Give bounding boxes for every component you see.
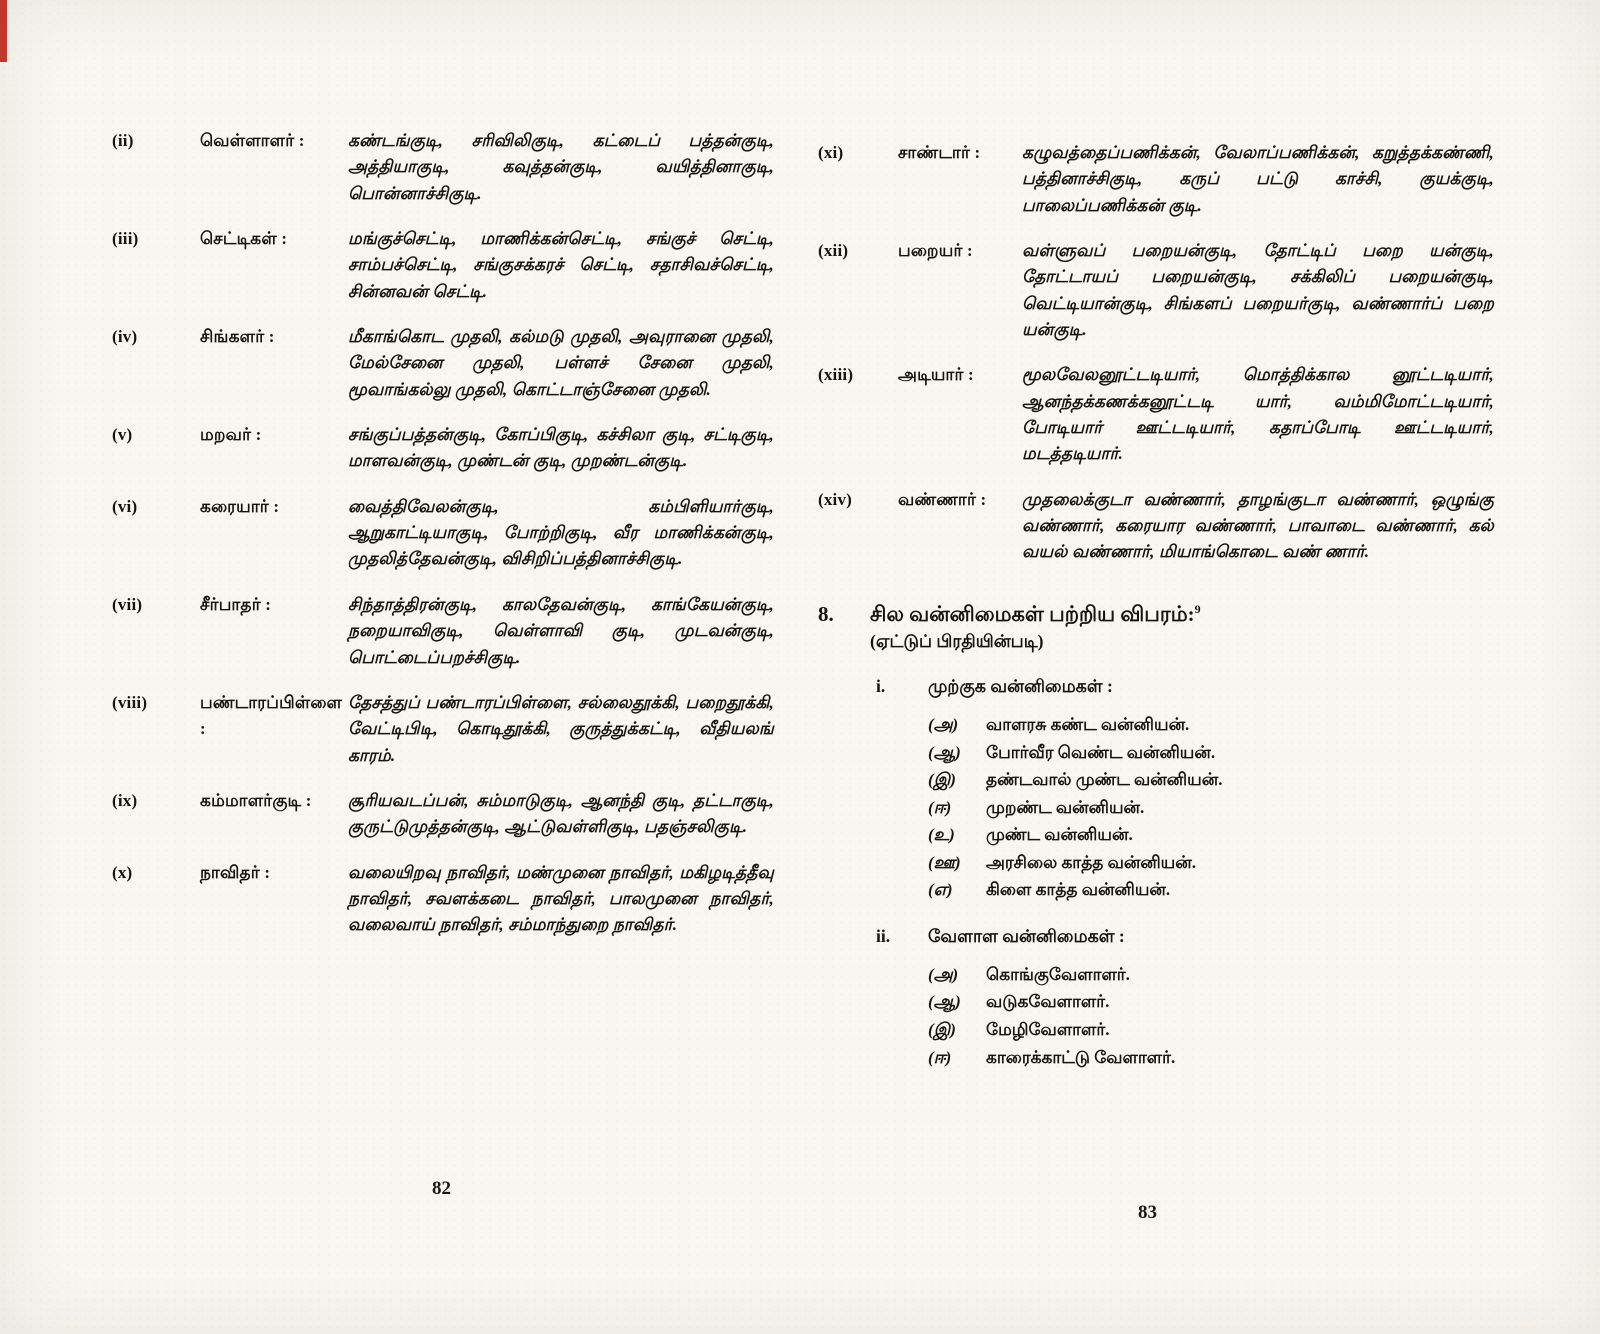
entry-kudi-list: மீகாங்கொட முதலி, கல்மடு முதலி, அவுரானை முதலி, மேல்சேனை முதலி, பள்ளச் சேனை முதலி, மூவாங்கல்லு முதலி, கொட்டாஞ்சேனை முதலி. — [348, 327, 774, 399]
sublist-title: வேளாள வன்னிமைகள் : — [928, 925, 1125, 946]
caste-entry-v — [112, 422, 774, 475]
item-text: அரசிலை காத்த வன்னியன். — [986, 852, 1196, 872]
item-text: முண்ட வன்னியன். — [986, 825, 1133, 845]
list-item — [928, 821, 1494, 849]
caste-entry-viii — [112, 690, 774, 769]
list-item — [928, 849, 1494, 877]
list-item — [928, 794, 1494, 822]
list-item — [928, 961, 1494, 989]
entry-caste-name: சிங்களர் : — [200, 327, 275, 347]
sublist-items — [928, 961, 1494, 1071]
caste-entry-ix — [112, 788, 774, 841]
sublist-number: ii. — [876, 925, 891, 946]
entry-roman-numeral: (x) — [112, 862, 133, 882]
entry-kudi-list: வள்ளுவப் பறையன்குடி, தோட்டிப் பறை யன்குடி, தோட்டாயப் பறையன்குடி, சக்கிலிப் பறையன்குடி, வெட்டியான்குடி, சிங்களப் பறையர்குடி, வண்ணார்ப் பறை யன்குடி. — [1022, 241, 1494, 340]
entry-kudi-list: கண்டங்குடி, சரிவிலிகுடி, கட்டைப் பத்தன்குடி, அத்தியாகுடி, கவுத்தன்குடி, வயித்தினாகுடி, பொன்னாச்சிகுடி. — [348, 131, 774, 203]
item-text: வாளரசு கண்ட வன்னியன். — [986, 715, 1190, 735]
list-item — [928, 876, 1494, 904]
list-item — [928, 1016, 1494, 1044]
entry-roman-numeral: (ii) — [112, 131, 134, 150]
entry-kudi-list: மங்குச்செட்டி, மாணிக்கன்செட்டி, சங்குச் செட்டி, சாம்பச்செட்டி, சங்குசக்கரச் செட்டி, சதாசிவச்செட்டி, சின்னவன் செட்டி. — [348, 229, 774, 301]
item-text: முறண்ட வன்னியன். — [986, 797, 1145, 817]
item-text: தண்டவால் முண்ட வன்னியன். — [986, 770, 1223, 790]
item-label: (ஆ) — [928, 742, 961, 762]
entry-roman-numeral: (xiii) — [818, 365, 854, 385]
entry-caste-name: சீர்பாதர் : — [200, 594, 272, 614]
item-label: (ஊ) — [928, 852, 961, 872]
entry-roman-numeral: (xiv) — [818, 489, 853, 509]
entry-caste-name: கம்மாளர்குடி : — [200, 790, 312, 810]
section-title: சில வன்னிமைகள் பற்றிய விபரம்:$^9$ — [870, 601, 1201, 626]
caste-entry-x — [112, 860, 774, 939]
entry-caste-name: சாண்டார் : — [898, 143, 981, 162]
page-82 — [112, 128, 774, 958]
item-text: வடுகவேளாளர். — [986, 992, 1110, 1012]
item-text: போர்வீர வெண்ட வன்னியன். — [986, 742, 1216, 762]
item-label: (அ) — [928, 715, 959, 735]
entry-kudi-list: சங்குப்பத்தன்குடி, கோப்பிகுடி, கச்சிலா குடி, சட்டிகுடி, மாளவன்குடி, முண்டன் குடி, முறண்டன்குடி. — [348, 425, 774, 471]
entry-caste-name: மறவர் : — [200, 425, 262, 445]
caste-entry-iii — [112, 226, 774, 305]
entry-kudi-list: வைத்திவேலன்குடி, கம்பிளியார்குடி, ஆறுகாட்டியாகுடி, போற்றிகுடி, வீர மாணிக்கன்குடி, முதலித்தேவன்குடி, விசிறிப்பத்தினாச்சிகுடி. — [348, 496, 774, 569]
entry-caste-name: அடியார் : — [898, 365, 974, 385]
section-8 — [818, 600, 1494, 1071]
section-number: 8. — [818, 601, 834, 626]
entry-kudi-list: மூலவேலனூட்டடியார், மொத்திக்கால னூட்டடியார், ஆனந்தக்கணக்கனூட்டடி யார், வம்மிமோட்டடியார், போடியார் ஊட்டடியார், கதாப்போடி ஊட்டடியார், மடத்தடியார். — [1022, 365, 1494, 464]
entry-roman-numeral: (viii) — [112, 692, 148, 712]
caste-entry-ii — [112, 128, 774, 207]
entry-caste-name: பறையர் : — [898, 241, 973, 261]
page-number-83: 83 — [1138, 1202, 1157, 1223]
entry-caste-name: செட்டிகள் : — [200, 229, 288, 249]
item-text: கிளை காத்த வன்னியன். — [986, 880, 1171, 900]
caste-entry-xiv — [818, 487, 1494, 566]
item-label: (இ) — [928, 770, 956, 790]
entry-roman-numeral: (xii) — [818, 241, 849, 261]
sublist-items — [928, 711, 1494, 904]
caste-entry-xii — [818, 238, 1494, 343]
item-label: (இ) — [928, 1019, 956, 1039]
list-item — [928, 739, 1494, 767]
scan-edge-artifact — [0, 0, 7, 62]
list-item — [928, 766, 1494, 794]
entry-caste-name: நாவிதர் : — [200, 862, 271, 882]
entry-roman-numeral: (iv) — [112, 327, 138, 347]
page-83 — [818, 140, 1494, 1071]
caste-entry-xi — [818, 140, 1494, 219]
entry-kudi-list: தேசத்துப் பண்டாரப்பிள்ளை, சல்லைதூக்கி, பறைதூக்கி, வேட்டிபிடி, கொடிதூக்கி, குருத்துக்கட்டி, வீதியலங் காரம். — [348, 692, 774, 765]
item-label: (உ) — [928, 825, 955, 845]
entry-roman-numeral: (vii) — [112, 594, 143, 614]
section-heading — [818, 600, 1494, 629]
entry-kudi-list: கழுவத்தைப்பணிக்கன், வேலாப்பணிக்கன், கறுத்தக்கண்ணி, பத்தினாச்சிகுடி, கருப் பட்டு காச்சி, குயக்குடி, பாலைப்பணிக்கன் குடி. — [1022, 143, 1494, 215]
entry-roman-numeral: (xi) — [818, 143, 844, 162]
sublist-heading — [876, 676, 1494, 699]
entry-kudi-list: முதலைக்குடா வண்ணார், தாழங்குடா வண்ணார், ஒழுங்கு வண்ணார், கரையார வண்ணார், பாவாடை வண்ணார், கல் வயல் வண்ணார், மியாங்கொடை வண் ணார். — [1022, 489, 1494, 562]
page-number-82: 82 — [432, 1178, 451, 1199]
item-label: (எ) — [928, 880, 953, 900]
item-label: (ஈ) — [928, 1047, 952, 1067]
footnote-mark: 9 — [1194, 601, 1201, 616]
list-item — [928, 711, 1494, 739]
sublist-number: i. — [876, 676, 886, 697]
sublist-heading — [876, 926, 1494, 949]
item-text: கொங்குவேளாளர். — [986, 964, 1130, 984]
list-item — [928, 988, 1494, 1016]
entry-roman-numeral: (iii) — [112, 229, 139, 249]
entry-kudi-list: சிந்தாத்திரன்குடி, காலதேவன்குடி, காங்கேயன்குடி, நறையாவிகுடி, வெள்ளாவி குடி, முடவன்குடி, பொட்டைப்பறச்சிகுடி. — [348, 594, 774, 667]
item-label: (ஈ) — [928, 797, 952, 817]
entry-roman-numeral: (ix) — [112, 790, 138, 810]
entry-kudi-list: சூரியவடப்பன், சும்மாடுகுடி, ஆனந்தி குடி, தட்டாகுடி, குருட்டுமுத்தன்குடி, ஆட்டுவள்ளிகுடி, பதஞ்சலிகுடி. — [348, 790, 774, 837]
caste-entry-vii — [112, 592, 774, 671]
caste-entry-vi — [112, 494, 774, 573]
item-label: (ஆ) — [928, 992, 961, 1012]
entry-caste-name: வெள்ளாளர் : — [200, 131, 305, 150]
caste-entry-xiii — [818, 362, 1494, 467]
caste-entry-iv — [112, 324, 774, 403]
entry-caste-name: கரையார் : — [200, 496, 280, 516]
entry-roman-numeral: (vi) — [112, 496, 138, 516]
list-item — [928, 1044, 1494, 1072]
sublist-i — [876, 676, 1494, 904]
item-text: மேழிவேளாளர். — [986, 1019, 1110, 1039]
entry-caste-name: வண்ணார் : — [898, 489, 987, 509]
entry-caste-name: பண்டாரப்பிள்ளை : — [200, 692, 342, 739]
item-text: காரைக்காட்டு வேளாளர். — [986, 1047, 1176, 1067]
section-subtitle: (ஏட்டுப் பிரதியின்படி) — [870, 631, 1044, 652]
item-label: (அ) — [928, 964, 959, 984]
entry-kudi-list: வலையிறவு நாவிதர், மண்முனை நாவிதர், மகிழடித்தீவு நாவிதர், சவளக்கடை நாவிதர், பாலமுனை நாவிதர், வலைவாய் நாவிதர், சம்மாந்துறை நாவிதர். — [348, 862, 774, 935]
entry-roman-numeral: (v) — [112, 425, 133, 445]
sublist-ii — [876, 926, 1494, 1071]
sublist-title: முற்குக வன்னிமைகள் : — [928, 676, 1113, 697]
